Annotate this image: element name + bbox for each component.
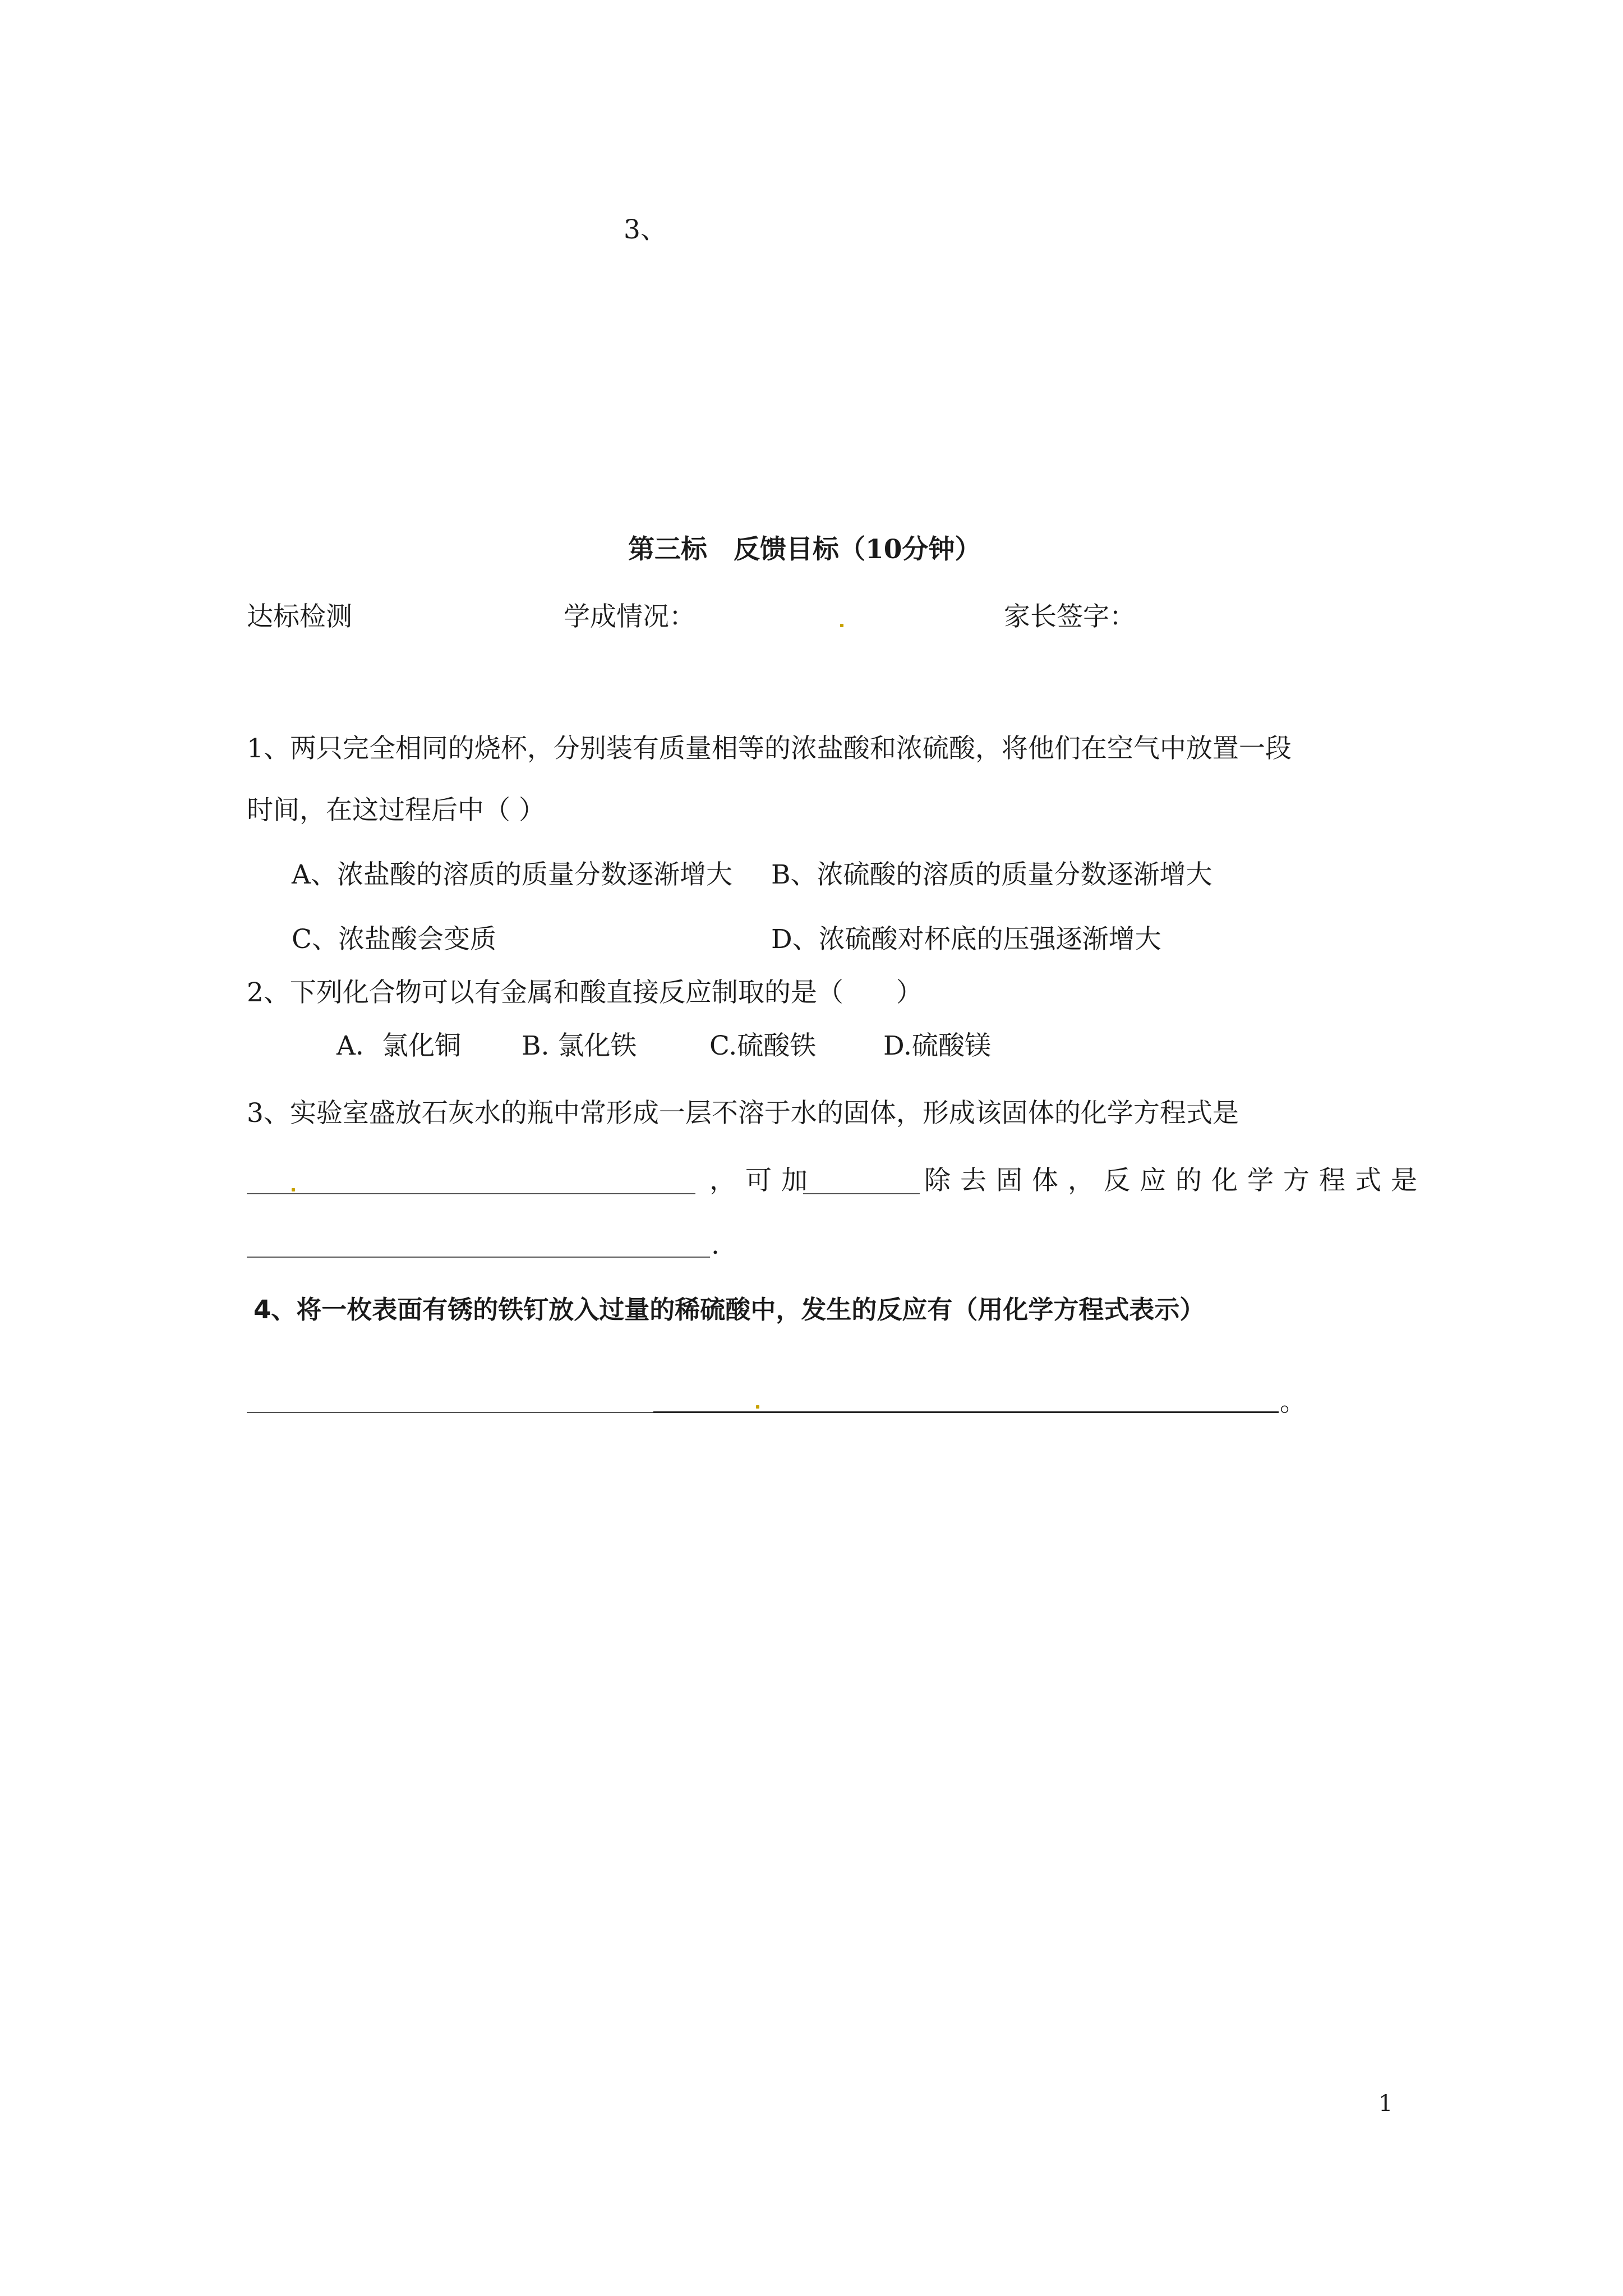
stray-mark (840, 624, 843, 627)
q1-option-c: C、浓盐酸会变质 (292, 924, 496, 955)
q3-answer-blank-3[interactable] (247, 1257, 710, 1258)
q3-answer-blank-2[interactable] (803, 1193, 920, 1194)
q2-option-c: C.硫酸铁 (709, 1030, 817, 1061)
q1-option-d: D、浓硫酸对杯底的压强逐渐增大 (771, 924, 1161, 955)
q2-option-a: A．氯化铜 (336, 1030, 461, 1061)
q3-text-equation: 除去固体，反应的化学方程式是 (924, 1165, 1427, 1196)
header-result-label: 学成情况： (564, 601, 695, 632)
question-fragment: 3、 (624, 214, 667, 245)
q4-answer-blank-1[interactable] (247, 1412, 653, 1413)
stray-mark (756, 1405, 759, 1409)
q3-text-add: ，可加 (709, 1165, 817, 1196)
q2-stem: 2、下列化合物可以有金属和酸直接反应制取的是（ ） (247, 977, 923, 1008)
q3-end: . (711, 1230, 720, 1260)
stray-mark (292, 1188, 295, 1191)
q1-option-a: A、浓盐酸的溶质的质量分数逐渐增大 (292, 859, 732, 890)
q1-option-b: B、浓硫酸的溶质的质量分数逐渐增大 (771, 859, 1212, 890)
section-title: 第三标 反馈目标（10分钟） (628, 534, 981, 565)
q1-stem-line1: 1、两只完全相同的烧杯，分别装有质量相等的浓盐酸和浓硫酸，将他们在空气中放置一段 (247, 733, 1292, 764)
q4-stem: 4、将一枚表面有锈的铁钉放入过量的稀硫酸中，发生的反应有（用化学方程式表示） (253, 1295, 1205, 1324)
q3-stem-line1: 3、实验室盛放石灰水的瓶中常形成一层不溶于水的固体，形成该固体的化学方程式是 (247, 1098, 1239, 1129)
q1-stem-line2: 时间，在这过程后中（ ） (247, 795, 545, 826)
q4-answer-blank-2[interactable] (653, 1411, 1279, 1413)
page-number: 1 (1378, 2091, 1393, 2116)
header-signature-label: 家长签字： (1004, 601, 1136, 632)
q4-end: 。 (1280, 1387, 1306, 1418)
header-check-label: 达标检测 (247, 601, 352, 632)
q2-option-b: B. 氯化铁 (522, 1030, 637, 1061)
q2-option-d: D.硫酸镁 (883, 1030, 991, 1061)
q3-answer-blank-1[interactable] (247, 1193, 695, 1194)
